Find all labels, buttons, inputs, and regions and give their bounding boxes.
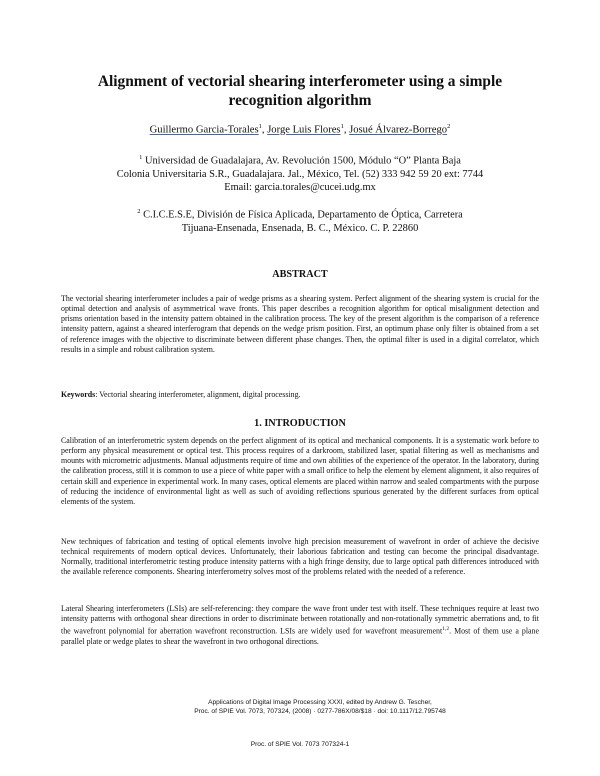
affiliation-1	[60, 151, 540, 195]
affiliation-email: Email: garcia.torales@cucei.udg.mx	[224, 182, 376, 194]
author-affil-sup: 1	[258, 123, 262, 130]
author-affil-sup: 1	[340, 123, 344, 130]
citation-sup[interactable]: 1,2	[442, 626, 450, 633]
affiliation-line: Colonia Universitaria S.R., Guadalajara. Jal., México, Tel. (52) 333 942 59 20 ext: 7744	[116, 168, 484, 180]
publication-footer	[120, 698, 520, 716]
affiliation-sup: 1	[139, 154, 143, 161]
author-list: Guillermo Garcia-Torales$^1$, Jorge Luis Flores$^1$, Josué Álvarez-Borrego$^2$	[149, 123, 451, 136]
affiliation-line: Universidad de Guadalajara, Av. Revolución 1500, Módulo “O” Planta Baja	[144, 155, 461, 167]
keywords	[61, 390, 539, 400]
abstract-heading: ABSTRACT	[272, 269, 328, 280]
paper-title	[60, 72, 540, 110]
affiliation-2	[60, 205, 540, 235]
intro-paragraph-3-text: Lateral Shearing interferometers (LSIs) are self-referencing: they compare the wave front under test with itself. These techniques require at least two intensity patterns with orthogonal shear directions in order to discriminate between rotationally and non-rotationally symmetric aberrations and, to fit the wavefront polynomial for aberration wavefront reconstruction. LSIs are widely used for wavefront measurement	[61, 604, 539, 636]
keywords-text: : Vectorial shearing interferometer, alignment, digital processing.	[95, 390, 301, 399]
author-name[interactable]: Guillermo Garcia-Torales	[149, 124, 259, 136]
footer-line-1: Applications of Digital Image Processing XXXI, edited by Andrew G. Tescher,	[208, 699, 432, 706]
keywords-label: Keywords	[61, 390, 96, 399]
title-line-2: recognition algorithm	[228, 92, 372, 109]
intro-paragraph-3-text-end: . Most of them use a plane parallel plate or wedge plates to shear the wavefront in two orthogonal directions.	[61, 626, 539, 647]
affiliation-line: Tijuana-Ensenada, Ensenada, B. C., México. C. P. 22860	[181, 222, 419, 234]
footer-line-2: Proc. of SPIE Vol. 7073, 707324, (2008) · 0277-786X/08/$18 · doi: 10.1117/12.795748	[194, 708, 446, 715]
intro-paragraph-2: New techniques of fabrication and testing of optical elements involve high precision measurement of wavefront in order of achieve the decisive technical requirements of modern optical devices. Unfortunately, their laborious fabrication and testing can become the principal disadvantage. Normally, traditional interferometric testing produce intensity patterns with a high fringe density, due to large optical path differences introduced with the available reference components. Shearing interferometry solves most of the problems related with the needed of a reference.	[61, 537, 539, 577]
abstract-body: The vectorial shearing interferometer includes a pair of wedge prisms as a shearing system. Perfect alignment of the shearing system is crucial for the optimal detection and analysis of asymmetrical wave fronts. This paper describes a recognition algorithm for optical misalignment detection and prisms orientation based in the intensity pattern obtained in the calibration process. The key of the present algorithm is the comparison of a reference intensity pattern, against a sheared interferogram that depends on the wedge prism position. First, an optimum phase only filter is obtained from a set of reference images with the objective to discriminate between different phase changes. Then, the optimal filter is used in a digital correlator, which results in a simple and robust calibration system.	[61, 294, 539, 354]
author-name[interactable]: Josué Álvarez-Borrego	[349, 124, 448, 136]
affiliation-line: C.I.C.E.S.E, División de Física Aplicada, Departamento de Óptica, Carretera	[143, 209, 463, 221]
affiliation-sup: 2	[137, 208, 141, 215]
intro-paragraph-1: Calibration of an interferometric system depends on the perfect alignment of its optical and mechanical components. It is a systematic work before to perform any physical measurement or optical test. This process requires of a darkroom, stabilized laser, spatial filtering as well as mechanisms and mounts with micrometric adjustments. Manual adjustments require of time and own abilities of the experience of the operator. In the laboratory, during the calibration process, still it is common to use a piece of white paper with a small orifice to help the element by element alignment, it also requires of certain skill and experience in experimental work. In many cases, optical elements are placed within narrow and sealed compartments with the purpose of reducing the incidence of environmental light as well as such of avoiding reflections spurious generated by the different surfaces from optical elements of the system.	[61, 436, 539, 506]
intro-paragraph-3	[61, 604, 539, 647]
author-name[interactable]: Jorge Luis Flores	[267, 124, 341, 136]
title-line-1: Alignment of vectorial shearing interferometer using a simple	[97, 73, 503, 90]
section-heading-introduction: 1. INTRODUCTION	[254, 418, 346, 429]
author-affil-sup: 2	[447, 123, 451, 130]
page-footer: Proc. of SPIE Vol. 7073 707324-1	[250, 741, 350, 748]
